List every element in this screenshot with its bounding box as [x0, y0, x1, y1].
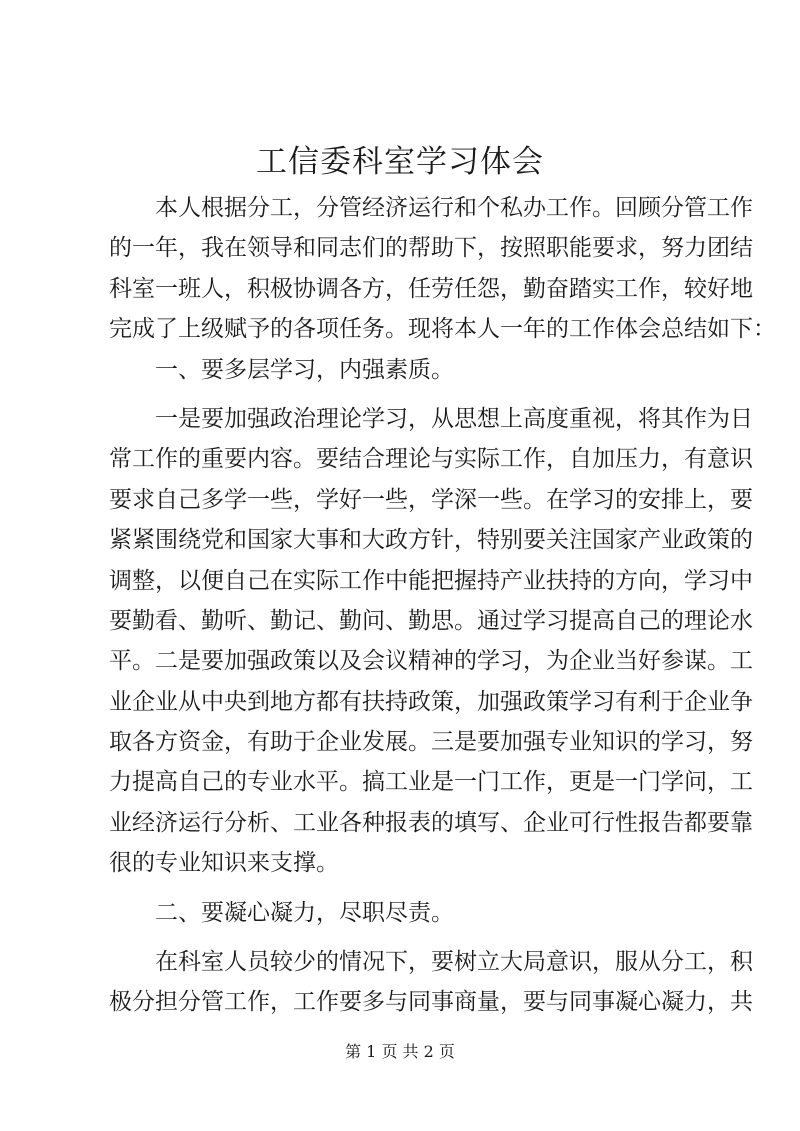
page-number-footer: 第 1 页 共 2 页 [345, 1042, 455, 1061]
body-line-11: 要勤看、勤听、勤记、勤问、勤思。通过学习提高自己的理论水 [109, 607, 753, 634]
body-line-13: 业企业从中央到地方都有扶持政策，加强政策学习有利于企业争 [109, 688, 753, 715]
section-heading-1: 一、要多层学习，内强素质。 [155, 356, 454, 383]
document-body [109, 188, 776, 1023]
body-line-15: 力提高自己的专业水平。搞工业是一门工作，更是一门学问，工 [109, 769, 753, 796]
body-line-19: 在科室人员较少的情况下，要树立大局意识，服从分工，积 [155, 949, 753, 976]
body-line-10: 调整，以便自己在实际工作中能把握持产业扶持的方向，学习中 [109, 567, 753, 594]
body-line-7: 常工作的重要内容。要结合理论与实际工作，自加压力，有意识 [109, 446, 753, 473]
section-heading-2: 二、要凝心凝力，尽职尽责。 [155, 899, 454, 926]
body-line-8: 要求自己多学一些，学好一些，学深一些。在学习的安排上，要 [109, 486, 753, 513]
body-line-3: 科室一班人，积极协调各方，任劳任怨，勤奋踏实工作，较好地 [109, 275, 753, 302]
body-line-20: 极分担分管工作，工作要多与同事商量，要与同事凝心凝力，共 [109, 989, 753, 1016]
body-line-6: 一是要加强政治理论学习，从思想上高度重视，将其作为日 [155, 405, 753, 432]
body-line-12: 平。二是要加强政策以及会议精神的学习，为企业当好参谋。工 [109, 648, 753, 675]
body-line-16: 业经济运行分析、工业各种报表的填写、企业可行性报告都要靠 [109, 809, 753, 836]
body-line-4: 完成了上级赋予的各项任务。现将本人一年的工作体会总结如下： [109, 316, 776, 343]
body-line-9: 紧紧围绕党和国家大事和大政方针，特别要关注国家产业政策的 [109, 527, 753, 554]
body-line-1: 本人根据分工，分管经济运行和个私办工作。回顾分管工作 [155, 195, 753, 221]
body-line-14: 取各方资金，有助于企业发展。三是要加强专业知识的学习，努 [109, 729, 753, 756]
body-line-17: 很的专业知识来支撑。 [109, 850, 339, 877]
document-title: 工信委科室学习体会 [256, 144, 544, 180]
body-line-2: 的一年，我在领导和同志们的帮助下，按照职能要求，努力团结 [109, 235, 753, 262]
